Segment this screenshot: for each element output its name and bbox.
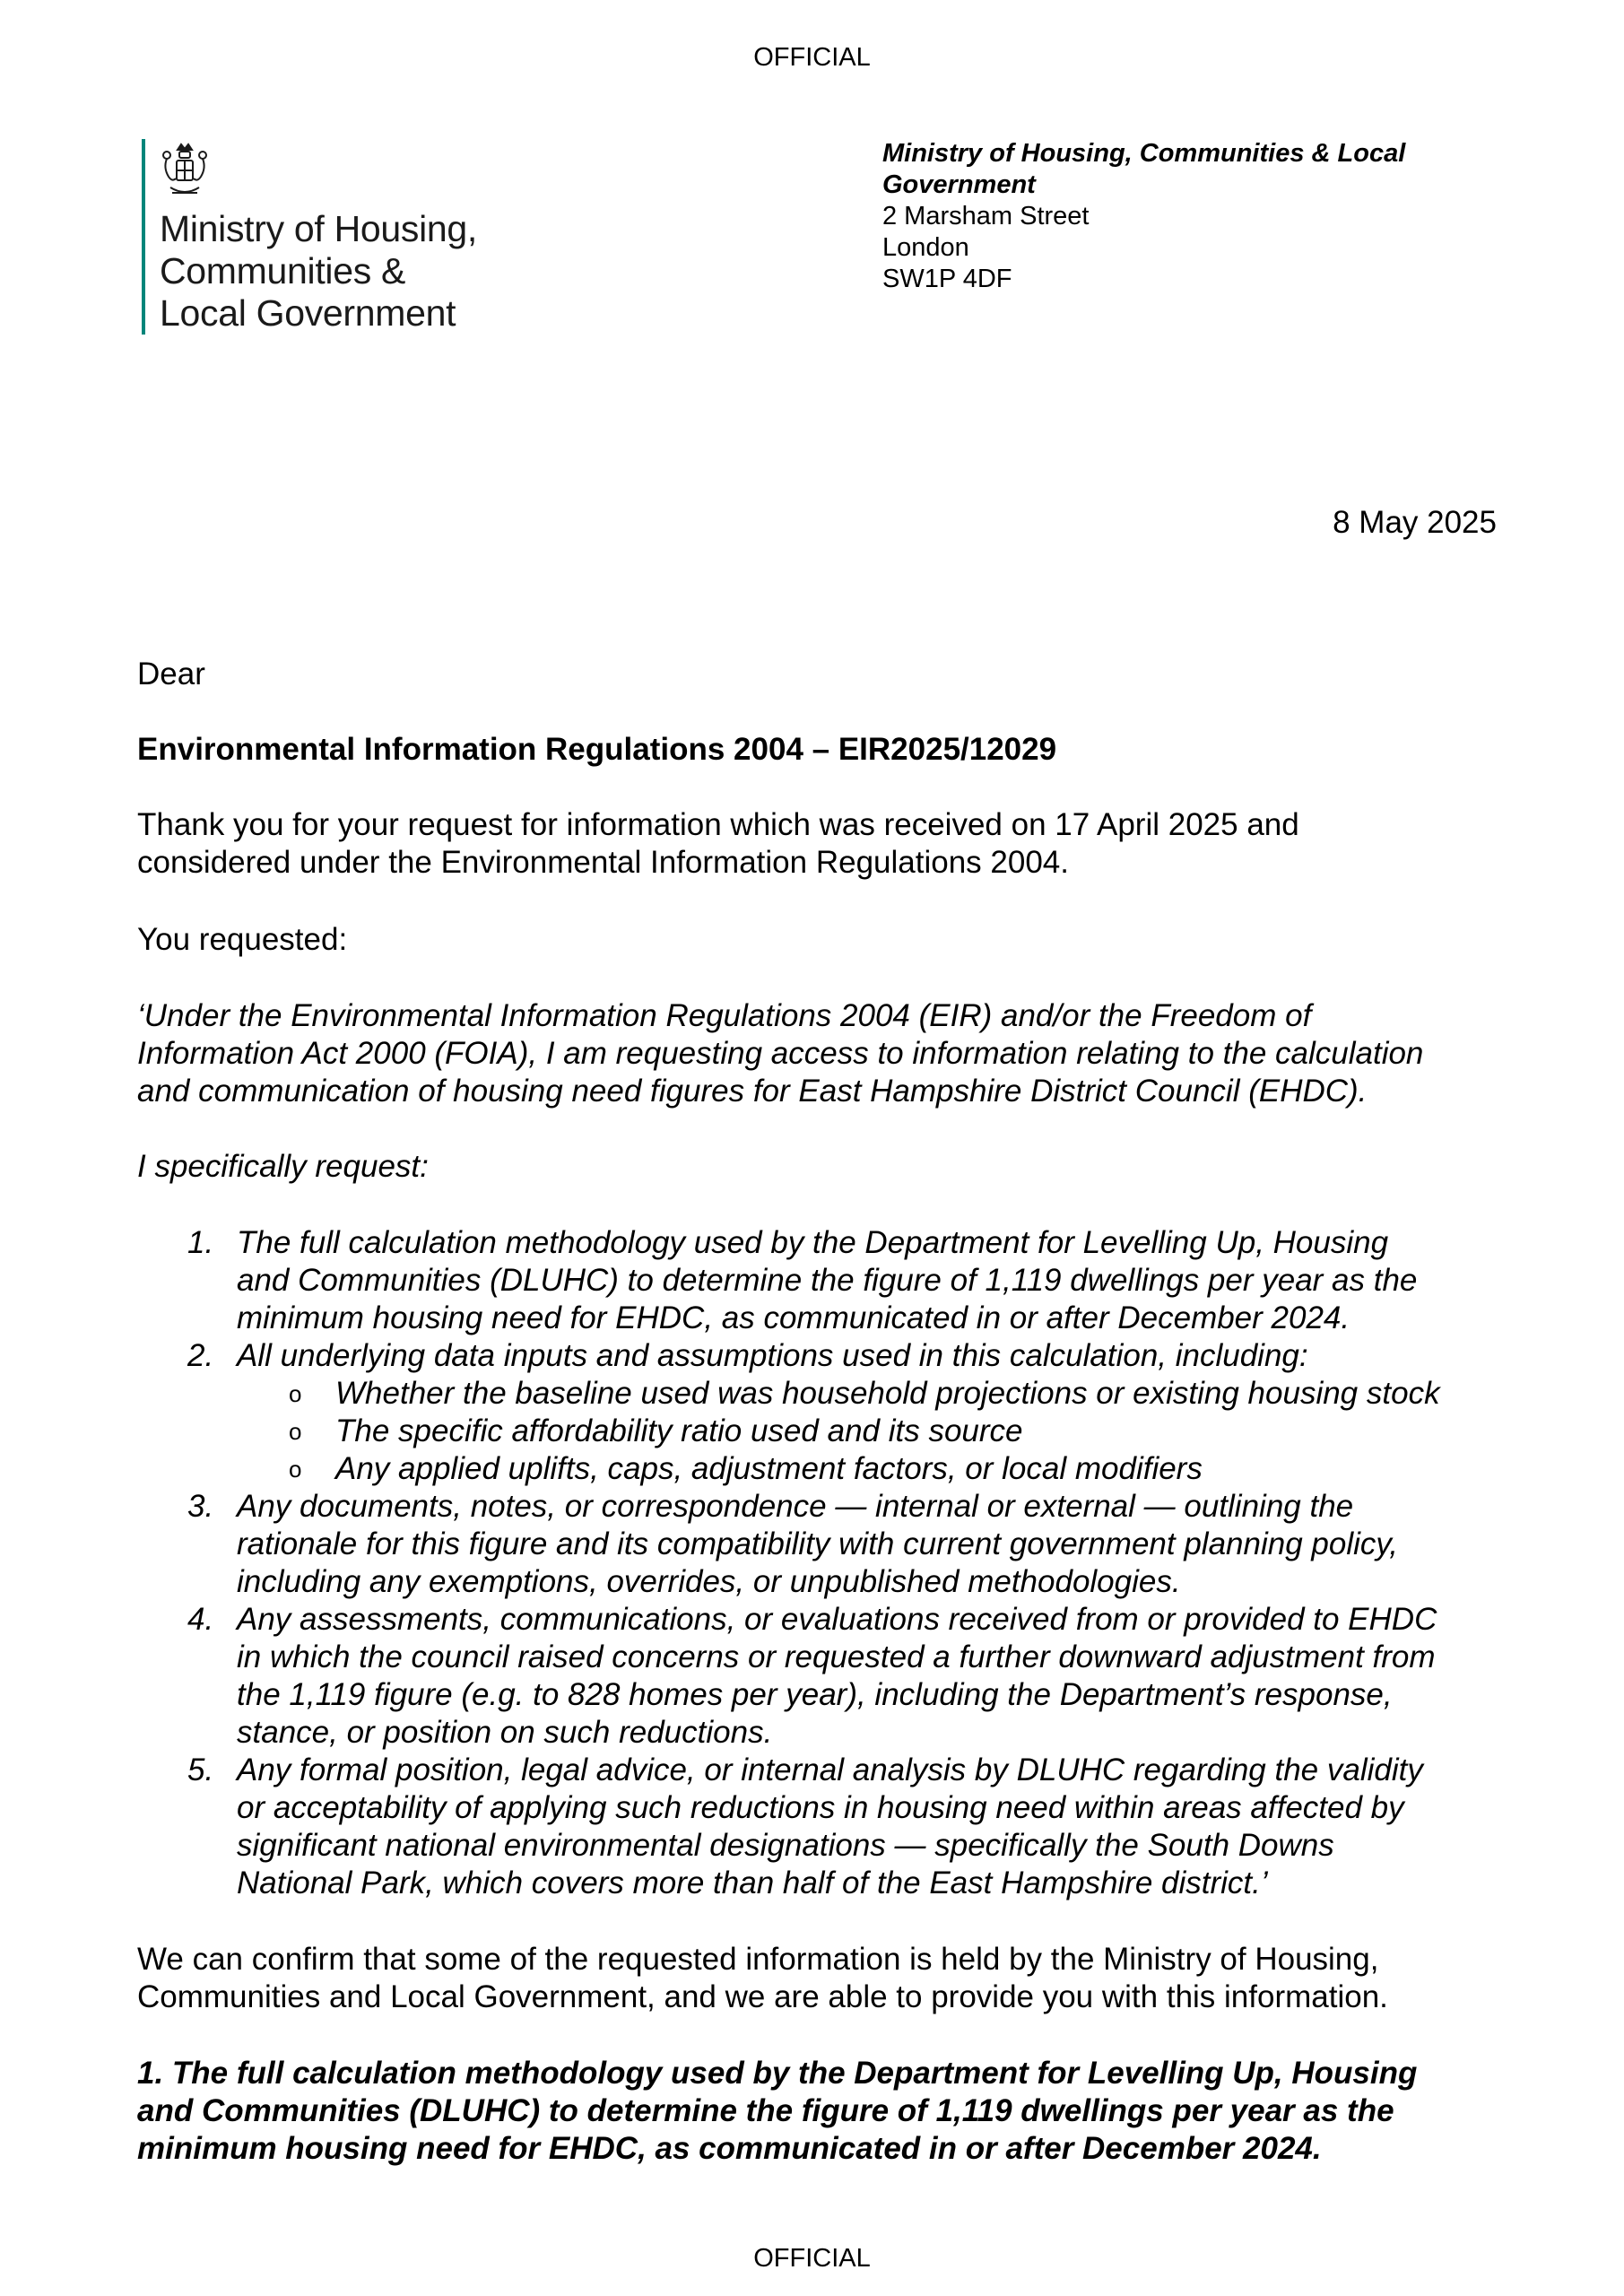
request-quote-line-3: and communication of housing need figures for East Hampshire District Council (EHDC).	[137, 1074, 1368, 1109]
sub-bullet-item: The specific affordability ratio used and its source	[335, 1413, 1023, 1448]
confirmation-line-1: We can confirm that some of the requested information is held by the Ministry of Housing,	[137, 1942, 1379, 1977]
section-heading-line-1: 1. The full calculation methodology used by the Department for Levelling Up, Housing	[137, 2056, 1418, 2091]
list-item-line: significant national environmental designations — specifically the South Downs	[237, 1828, 1334, 1863]
list-item-line: National Park, which covers more than half of the East Hampshire district.’	[237, 1866, 1268, 1900]
list-item-line: in which the council raised concerns or requested a further downward adjustment from	[237, 1639, 1436, 1674]
list-item-line: Any formal position, legal advice, or internal analysis by DLUHC regarding the validity	[237, 1752, 1423, 1787]
letter-date: 8 May 2025	[1333, 505, 1497, 540]
list-item-line: and Communities (DLUHC) to determine the figure of 1,119 dwellings per year as the	[237, 1263, 1418, 1298]
sub-bullet-marker: o	[289, 1456, 302, 1483]
list-item-line: including any exemptions, overrides, or unpublished methodologies.	[237, 1564, 1181, 1599]
royal-crest-icon	[160, 141, 210, 200]
sub-bullet-marker: o	[289, 1418, 302, 1445]
address-postcode: SW1P 4DF	[882, 265, 1012, 293]
address-org-line-2: Government	[882, 170, 1036, 199]
address-city: London	[882, 233, 969, 262]
intro-line-2: considered under the Environmental Information Regulations 2004.	[137, 845, 1069, 880]
address-street: 2 Marsham Street	[882, 202, 1090, 230]
list-item-line: Any assessments, communications, or evaluations received from or provided to EHDC	[237, 1602, 1437, 1637]
security-marking-top: OFFICIAL	[753, 43, 871, 72]
request-quote-line-2: Information Act 2000 (FOIA), I am requesting access to information relating to the calculation	[137, 1036, 1424, 1071]
list-item-number: 2.	[187, 1338, 214, 1373]
list-item-line: rationale for this figure and its compatibility with current government planning policy,	[237, 1526, 1398, 1561]
intro-line-1: Thank you for your request for information which was received on 17 April 2025 and	[137, 807, 1299, 842]
sub-bullet-item: Whether the baseline used was household projections or existing housing stock	[335, 1376, 1440, 1411]
salutation: Dear	[137, 657, 205, 691]
specifically-request-label: I specifically request:	[137, 1149, 429, 1184]
section-heading-line-2: and Communities (DLUHC) to determine the figure of 1,119 dwellings per year as the	[137, 2093, 1394, 2128]
confirmation-line-2: Communities and Local Government, and we are able to provide you with this information.	[137, 1979, 1388, 2014]
list-item-line: Any documents, notes, or correspondence — internal or external — outlining the	[237, 1489, 1354, 1524]
you-requested-label: You requested:	[137, 922, 348, 957]
list-item-line: All underlying data inputs and assumptions used in this calculation, including:	[237, 1338, 1308, 1373]
list-item-line: or acceptability of applying such reductions in housing need within areas affected by	[237, 1790, 1404, 1825]
list-item-number: 1.	[187, 1225, 214, 1260]
sub-bullet-item: Any applied uplifts, caps, adjustment factors, or local modifiers	[335, 1451, 1203, 1486]
address-org-line-1: Ministry of Housing, Communities & Local	[882, 139, 1406, 168]
sub-bullet-marker: o	[289, 1380, 302, 1407]
section-heading-line-3: minimum housing need for EHDC, as communicated in or after December 2024.	[137, 2131, 1322, 2166]
logo-text-line-1: Ministry of Housing,	[160, 208, 478, 249]
logo-text-line-2: Communities &	[160, 250, 406, 291]
security-marking-bottom: OFFICIAL	[753, 2244, 871, 2273]
list-item-number: 5.	[187, 1752, 214, 1787]
logo-accent-rule	[142, 139, 145, 335]
logo-text-line-3: Local Government	[160, 292, 456, 334]
list-item-line: The full calculation methodology used by the Department for Levelling Up, Housing	[237, 1225, 1389, 1260]
subject-heading: Environmental Information Regulations 2004 – EIR2025/12029	[137, 732, 1057, 767]
list-item-number: 3.	[187, 1489, 214, 1524]
list-item-number: 4.	[187, 1602, 214, 1637]
request-quote-line-1: ‘Under the Environmental Information Regulations 2004 (EIR) and/or the Freedom of	[137, 998, 1312, 1033]
department-logo	[142, 139, 554, 336]
list-item-line: stance, or position on such reductions.	[237, 1715, 773, 1750]
list-item-line: the 1,119 figure (e.g. to 828 homes per year), including the Department’s response,	[237, 1677, 1393, 1712]
list-item-line: minimum housing need for EHDC, as communicated in or after December 2024.	[237, 1300, 1350, 1335]
